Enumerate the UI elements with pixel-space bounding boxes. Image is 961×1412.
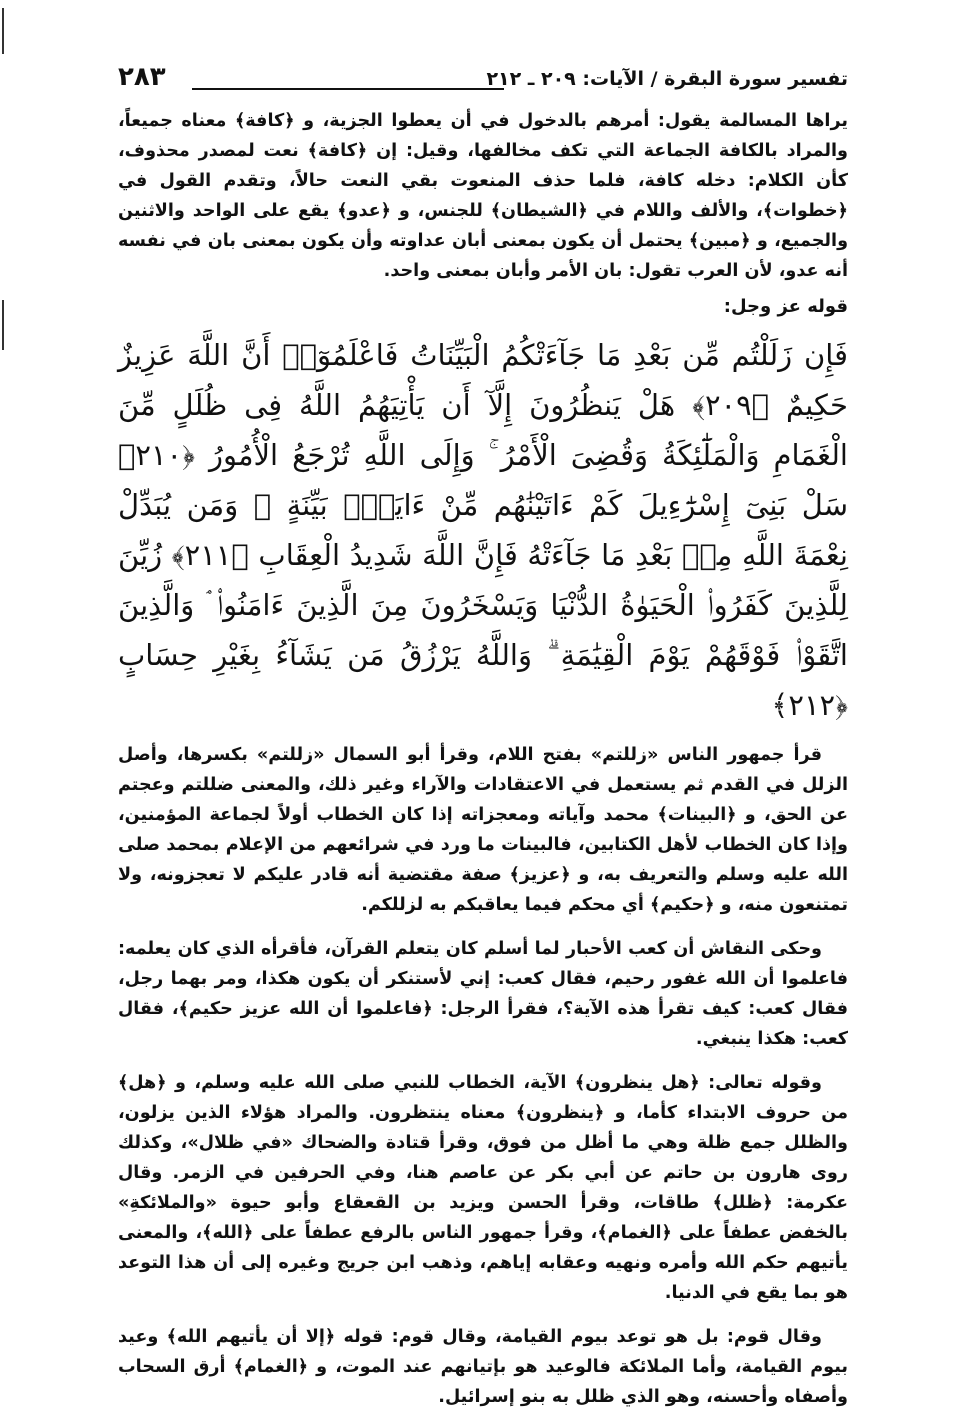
book-page [118, 60, 848, 1407]
page-number: ٢٨٣ [118, 62, 166, 92]
scan-edge-mark [2, 300, 4, 350]
intro-paragraph: يراها المسالمة يقول: أمرهم بالدخول في أن يعطوا الجزية، و ﴿كافة﴾ معناه جميعاً، والمراد بالكافة الجماعة التي تكف مخالفها، وقيل: إن ﴿كافة﴾ نعت لمصدر محذوف، كأن الكلام: دخله كافة، فلما حذف المنعوت بقي النعت حالاً، وتقدم القول في ﴿خطوات﴾، والألف واللام في ﴿الشيطان﴾ للجنس، و ﴿عدو﴾ يقع على الواحد والاثنين والجميع، و ﴿مبين﴾ يحتمل أن يكون بمعنى أبان عداوته وأن يكون بمعنى بان في نفسه أنه عدو، لأن العرب تقول: بان الأمر وأبان بمعنى واحد. [118, 111, 848, 281]
scan-edge-mark [2, 8, 4, 54]
commentary-paragraph: وقال قوم: بل هو توعد بيوم القيامة، وقال قوم: قوله ﴿إلا أن يأتيهم الله﴾ وعيد بيوم القيامة، وأما الملائكة فالوعيد هو بإتيانهم عند الموت، و ﴿الغمام﴾ أرق السحاب وأصفاه وأحسنه، وهو الذي ظلل به بنو إسرائيل. [118, 1327, 848, 1407]
quran-verses: فَإِن زَلَلْتُم مِّن بَعْدِ مَا جَآءَتْكُمُ الْبَيِّنَاتُ فَاعْلَمُوٓا۟ أَنَّ اللَّهَ عَزِيزٌ حَكِيمٌ ﴿٢٠٩﴾ هَلْ يَنظُرُونَ إِلَّآ أَن يَأْتِيَهُمُ اللَّهُ فِى ظُلَلٍ مِّنَ الْغَمَامِ وَالْمَلَٰٓئِكَةُ وَقُضِىَ الْأَمْرُ ۚ وَإِلَى اللَّهِ تُرْجَعُ الْأُمُورُ ﴿٢١٠﴾ سَلْ بَنِىٓ إِسْرَٰٓءِيلَ كَمْ ءَاتَيْنَٰهُم مِّنْ ءَايَةٍۭ بَيِّنَةٍ ۗ وَمَن يُبَدِّلْ نِعْمَةَ اللَّهِ مِنۢ بَعْدِ مَا جَآءَتْهُ فَإِنَّ اللَّهَ شَدِيدُ الْعِقَابِ ﴿٢١١﴾ زُيِّنَ لِلَّذِينَ كَفَرُوا۟ الْحَيَوٰةُ الدُّنْيَا وَيَسْخَرُونَ مِنَ الَّذِينَ ءَامَنُوا۟ ۘ وَالَّذِينَ اتَّقَوْا۟ فَوْقَهُمْ يَوْمَ الْقِيَٰمَةِ ۗ وَاللَّهُ يَرْزُقُ مَن يَشَآءُ بِغَيْرِ حِسَابٍ ﴿٢١٢﴾ [118, 338, 848, 722]
commentary-paragraph: وحكى النقاش أن كعب الأحبار لما أسلم كان يتعلم القرآن، فأقرأه الذي كان يعلمه: فاعلموا أن الله غفور رحيم، فقال كعب: إني لأستنكر أن يكون هكذا، ومر بهما رجل، فقال كعب: كيف تقرأ هذه الآية؟، فقرأ الرجل: ﴿فاعلموا أن الله عزيز حكيم﴾، فقال كعب: هكذا ينبغي. [118, 939, 848, 1049]
section-heading: قوله عز وجل: [723, 296, 848, 317]
commentary-paragraph: قرأ جمهور الناس «زللتم» بفتح اللام، وقرأ أبو السمال «زللتم» بكسرها، وأصل الزلل في القدم ثم يستعمل في الاعتقادات والآراء وغير ذلك، والمعنى ضللتم وعجتم عن الحق، و ﴿البينات﴾ محمد وآياته ومعجزاته إذا كان الخطاب أولاً لجماعة المؤمنين، وإذا كان الخطاب لأهل الكتابين، فالبينات ما ورد في شرائعهم من الإعلام بمحمد صلى الله عليه وسلم والتعريف به، و ﴿عزيز﴾ صفة مقتضية أنه قادر عليكم لا تعجزونه، ولا تمتنعون منه، و ﴿حكيم﴾ أي محكم فيما يعاقبكم به لزللكم. [118, 745, 848, 915]
header-rule [192, 88, 504, 90]
commentary-paragraph: وقوله تعالى: ﴿هل ينظرون﴾ الآية، الخطاب للنبي صلى الله عليه وسلم، و ﴿هل﴾ من حروف الابتداء كأما، و ﴿ينظرون﴾ معناه ينتظرون. والمراد هؤلاء الذين يزلون، والظلل جمع ظلة وهي ما أظل من فوق، وقرأ قتادة والضحاك «في ظلال»، وكذلك روى هارون بن حاتم عن أبي بكر عن عاصم هنا، وفي الحرفين في الزمر. وقال عكرمة: ﴿ظلل﴾ طاقات، وقرأ الحسن ويزيد بن القعقاع وأبو حيوة «والملائكةِ» بالخفض عطفاً على ﴿الغمام﴾، وقرأ جمهور الناس بالرفع عطفاً على ﴿الله﴾، والمعنى يأتيهم حكم الله وأمره ونهيه وعقابه إياهم، وذهب ابن جريج وغيره إلى أن هذا التوعد هو بما يقع في الدنيا. [118, 1073, 848, 1303]
page-header [118, 60, 848, 94]
running-title: تفسير سورة البقرة / الآيات: ٢٠٩ ـ ٢١٢ [486, 68, 848, 90]
